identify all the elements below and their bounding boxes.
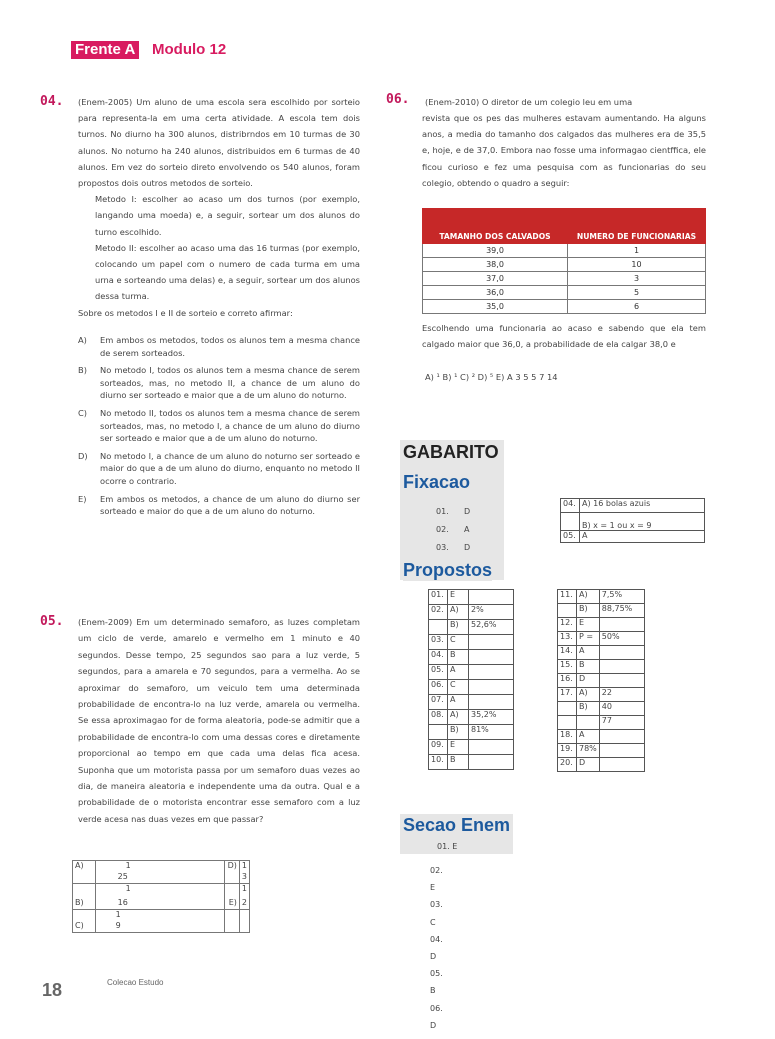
answer-cell: B	[448, 650, 469, 665]
answer-cell: 88,75%	[599, 604, 644, 618]
q04-method-1: Metodo I: escolher ao acaso um dos turnos (por exemplo, langando uma moeda) e, a seguir, sortear um dos alunos do turno escolhido.	[95, 194, 360, 237]
table-row	[558, 590, 645, 604]
answer-cell: 12.	[558, 618, 577, 632]
answer-cell: 19.	[558, 744, 577, 758]
answer-cell: A)	[577, 590, 600, 604]
answer-cell	[599, 758, 644, 772]
answer-cell: D	[577, 758, 600, 772]
q04-option-e[interactable]: E) Em ambos os metodos, a chance de um aluno do diurno ser sorteado e maior do que a de um aluno do noturno.	[78, 493, 360, 517]
answer-cell	[469, 740, 514, 755]
q04-question: Sobre os metodos I e II de sorteio e correto afirmar:	[78, 307, 293, 318]
list-item: D	[430, 952, 437, 962]
table-row	[558, 674, 645, 688]
answer-cell: 17.	[558, 688, 577, 702]
table-row: 04. A) 16 bolas azuis	[561, 499, 705, 513]
q05-d-num: 1	[239, 861, 249, 873]
answer-cell: 52,6%	[469, 620, 514, 635]
answer-cell: B	[448, 755, 469, 770]
q06-first-line: (Enem-2010) O diretor de um colegio leu em uma	[425, 97, 633, 107]
table-row	[558, 688, 645, 702]
q05-e-den: 2	[239, 898, 249, 910]
answer-cell	[599, 660, 644, 674]
answer-cell: E	[448, 740, 469, 755]
answer-cell: 05.	[429, 665, 448, 680]
q06-col-count: NUMERO DE FUNCIONARIAS	[568, 209, 706, 244]
table-row	[429, 680, 514, 695]
answer-cell	[599, 744, 644, 758]
q04-option-b[interactable]: B) No metodo I, todos os alunos tem a mesma chance de serem sorteados, mas, no metodo II, a chance de um aluno do diurno ser sorteado e maior que a de um aluno do noturno.	[78, 365, 360, 401]
table-row	[558, 632, 645, 646]
q05-b-key[interactable]: B)	[73, 898, 96, 910]
answer-cell: 40	[599, 702, 644, 716]
answer-cell	[599, 646, 644, 660]
answer-cell: E	[577, 618, 600, 632]
page-number: 18	[42, 980, 63, 1000]
answer-cell: 20.	[558, 758, 577, 772]
answer-cell	[469, 590, 514, 605]
answer-cell	[599, 730, 644, 744]
q06-answers[interactable]: A) ¹ B) ¹ C) ² D) ⁵ E) A 3 5 5 7 14	[425, 372, 558, 382]
q05-c-num: 1	[95, 910, 224, 922]
answer-cell: 03.	[429, 635, 448, 650]
answer-cell: B)	[448, 725, 469, 740]
q04-intro: (Enem-2005) Um aluno de uma escola sera escolhido por sorteio para representa-la em uma certa atividade. A escola tem dois turnos. No diurno ha 300 alunos, distribrndos em 10 turmas de 30 alunos. No noturno ha 240 alunos, distribuidos em 6 turmas de 40 alunos. Em vez do sorteio direto envolvendo os 540 alunos, foram propostos dois outros metodos de sorteio.	[78, 97, 360, 189]
frente-label: Frente A	[71, 41, 139, 59]
answer-cell	[558, 702, 577, 716]
fixacao-title: Fixacao	[403, 472, 471, 492]
list-item: 02.	[430, 866, 443, 875]
answer-cell: 7,5%	[599, 590, 644, 604]
list-item: 02. A	[436, 525, 470, 534]
answer-cell	[599, 618, 644, 632]
answer-cell: B)	[448, 620, 469, 635]
table-row	[558, 730, 645, 744]
q05-d-key[interactable]: D)	[225, 861, 240, 873]
table-row	[429, 620, 514, 635]
answer-cell: 22	[599, 688, 644, 702]
table-row	[558, 716, 645, 730]
q04-option-c[interactable]: C) No metodo II, todos os alunos tem a mesma chance de serem sorteados, mas, no metodo I, a chance de um aluno do diurno ser sorteado e maior que a de um aluno do noturno.	[78, 407, 360, 444]
q04-method-2: Metodo II: escolher ao acaso uma das 16 turmas (por exemplo, colocando um papel com o numero de cada turma em uma urna e sorteando uma delas) e, a seguir, sortear um dos alunos dessa turma.	[95, 242, 360, 302]
list-item: 06.	[430, 1003, 443, 1013]
table-row	[558, 618, 645, 632]
table-row: 39,0 1	[423, 244, 706, 258]
q05-b-den: 16	[95, 898, 224, 910]
answer-cell: 08.	[429, 710, 448, 725]
table-row	[558, 744, 645, 758]
q04-option-d[interactable]: D) No metodo I, a chance de um aluno do noturno ser sorteado e maior do que a de um aluno do diurno, enquanto no metodo II ocorre o contrario.	[78, 450, 360, 486]
answer-cell	[469, 665, 514, 680]
q05-e-num: 1	[239, 884, 249, 899]
table-row	[429, 605, 514, 620]
answer-cell: 06.	[429, 680, 448, 695]
answer-cell: 50%	[599, 632, 644, 646]
answer-cell	[429, 620, 448, 635]
table-row	[429, 740, 514, 755]
answer-cell: 10.	[429, 755, 448, 770]
answer-cell: 07.	[429, 695, 448, 710]
table-row	[429, 725, 514, 740]
answer-cell	[558, 604, 577, 618]
enem-item-0: 01. E	[437, 842, 458, 851]
list-item: 04.	[430, 934, 443, 944]
answer-cell: 13.	[558, 632, 577, 646]
list-item: C	[430, 917, 436, 927]
answer-cell: 02.	[429, 605, 448, 620]
list-item: 03.	[430, 900, 443, 910]
q06-number: 06.	[386, 92, 410, 107]
fixacao-list	[436, 503, 470, 557]
q05-c-key[interactable]: C)	[73, 921, 96, 933]
q04-block	[78, 94, 360, 321]
table-row	[429, 635, 514, 650]
answer-cell: 14.	[558, 646, 577, 660]
propostos-right-table	[557, 589, 645, 772]
table-row: B) x = 1 ou x = 9	[561, 513, 705, 531]
q05-text: (Enem-2009) Em um determinado semaforo, as luzes completam um ciclo de verde, amarelo e vermelho em 1 minuto e 40 segundos. Desse tempo, 25 segundos sao para a luz verde, 5 segundos, para a amarela e 70 segundos, para a vermelha. Ao se aproximar do semaforo, um veiculo tem uma determinada probabilidade de encontra-lo na luz verde, amarela ou vermelha. Se essa aproximagao for de forma aleatoria, pode-se admitir que a probabilidade de encontra-lo com uma dessas cores e diretamente proporcional ao tempo em que cada uma delas fica acesa. Suponha que um motorista passa por um semaforo duas vezes ao dia, de maneira aleatoria e independente uma da outra. Qual e a probabilidade de o motorista encontrar esse semaforo com a luz verde acesa nas duas vezes em que passar?	[78, 617, 360, 824]
answer-cell: A	[577, 646, 600, 660]
answer-cell: 09.	[429, 740, 448, 755]
q04-number: 04.	[40, 94, 64, 109]
answer-cell: 77	[599, 716, 644, 730]
q06-table	[422, 208, 706, 314]
answer-cell	[469, 695, 514, 710]
modulo-label: Modulo 12	[152, 41, 227, 58]
answer-cell: B)	[577, 604, 600, 618]
q05-answers-table	[72, 860, 250, 933]
table-row	[429, 755, 514, 770]
answer-cell: 11.	[558, 590, 577, 604]
table-row	[429, 710, 514, 725]
answer-cell: A	[448, 695, 469, 710]
answer-cell: 15.	[558, 660, 577, 674]
list-item: 01. D	[436, 507, 471, 516]
answer-cell: 81%	[469, 725, 514, 740]
answer-cell: 78%	[577, 744, 600, 758]
q06-after: Escolhendo uma funcionaria ao acaso e sabendo que ela tem calgado maior que 36,0, a probabilidade de ela calgar 38,0 e	[422, 323, 706, 350]
table-row	[429, 695, 514, 710]
answer-cell: A	[577, 730, 600, 744]
q06-text: revista que os pes das mulheres estavam aumentando. Ha alguns anos, a media do tamanho dos calgados das mulheres era de 35,5 e, hoje, e de 37,0. Embora nao fosse uma informagao cientffica, ele ficou curioso e fez uma pesquisa com as funcionarias do seu colegio, obtendo o quadro a seguir:	[422, 113, 706, 188]
table-row: 38,0 10	[423, 258, 706, 272]
answer-cell: 04.	[429, 650, 448, 665]
answer-cell	[429, 725, 448, 740]
gabarito-title: GABARITO	[403, 442, 499, 462]
table-row	[558, 758, 645, 772]
answer-cell: P =	[577, 632, 600, 646]
answer-cell	[599, 674, 644, 688]
answer-cell	[577, 716, 600, 730]
answer-cell: E	[448, 590, 469, 605]
list-item: D	[430, 1020, 437, 1030]
answer-cell: 16.	[558, 674, 577, 688]
q05-e-key[interactable]: E)	[225, 898, 240, 910]
answer-cell: D	[577, 674, 600, 688]
table-row	[429, 650, 514, 665]
fixacao-side-table	[560, 498, 705, 543]
table-row: 37,0 3	[423, 272, 706, 286]
answer-cell: A)	[577, 688, 600, 702]
answer-cell: B)	[577, 702, 600, 716]
answer-cell: 35,2%	[469, 710, 514, 725]
answer-cell	[469, 650, 514, 665]
answer-cell: C	[448, 635, 469, 650]
list-item: 05.	[430, 969, 443, 979]
q05-a-key[interactable]: A)	[73, 861, 96, 873]
q05-a-den: 25	[95, 872, 224, 884]
enem-list	[430, 862, 443, 1034]
q04-option-a[interactable]: A) Em ambos os metodos, todos os alunos tem a mesma chance de serem sorteados.	[78, 335, 360, 358]
q06-col-size: TAMANHO DOS CALVADOS	[423, 209, 568, 244]
answer-cell: C	[448, 680, 469, 695]
list-item: B	[430, 986, 436, 996]
table-row: 05. A	[561, 531, 705, 543]
q05-a-num: 1	[95, 861, 224, 873]
answer-cell: B	[577, 660, 600, 674]
list-item: E	[430, 883, 436, 893]
answer-cell	[469, 635, 514, 650]
answer-cell	[469, 680, 514, 695]
answer-cell: 2%	[469, 605, 514, 620]
table-row	[429, 665, 514, 680]
answer-cell: 01.	[429, 590, 448, 605]
table-row: 35,0 6	[423, 300, 706, 314]
table-row	[558, 646, 645, 660]
propostos-title: Propostos	[403, 560, 493, 580]
answer-cell	[469, 755, 514, 770]
propostos-left-table	[428, 589, 514, 770]
enem-title: Secao Enem	[403, 815, 511, 835]
q05-d-den: 3	[239, 872, 249, 884]
answer-cell: A)	[448, 710, 469, 725]
table-row	[558, 660, 645, 674]
q05-b-num: 1	[95, 884, 224, 899]
table-row	[558, 702, 645, 716]
answer-cell: A)	[448, 605, 469, 620]
answer-cell	[558, 716, 577, 730]
answer-cell: A	[448, 665, 469, 680]
answer-cell: 18.	[558, 730, 577, 744]
table-row: 36,0 5	[423, 286, 706, 300]
collection-label: Colecao Estudo	[107, 978, 164, 987]
q04-options	[78, 334, 360, 518]
table-row	[429, 590, 514, 605]
q05-c-den: 9	[95, 921, 224, 933]
table-row	[558, 604, 645, 618]
q05-number: 05.	[40, 614, 64, 629]
list-item: 03. D	[436, 543, 471, 552]
